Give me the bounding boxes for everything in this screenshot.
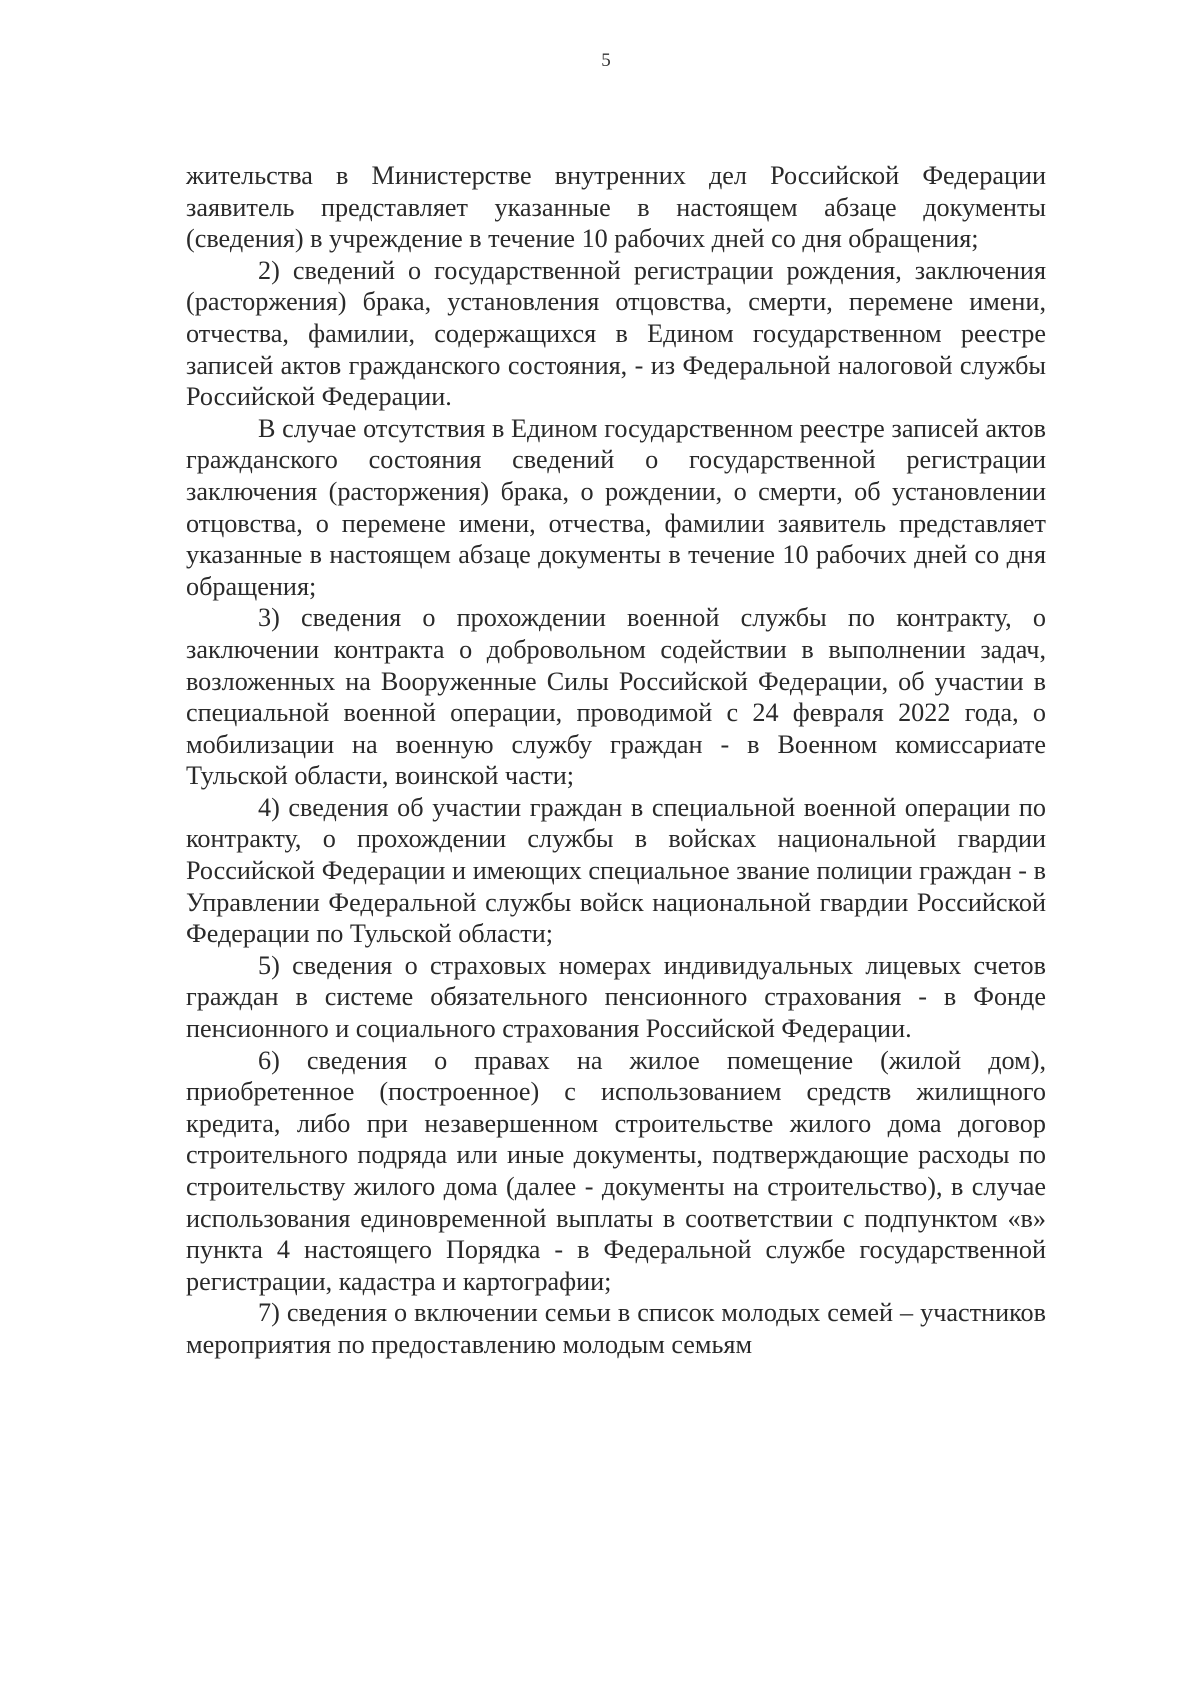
paragraph-continuation: жительства в Министерстве внутренних дел Российской Федерации заявитель представляет указанные в настоящем абзаце документы (сведения) в учреждение в течение 10 рабочих дней со дня обращения; — [186, 161, 1046, 254]
paragraph-item-5: 5) сведения о страховых номерах индивидуальных лицевых счетов граждан в системе обязательного пенсионного страхования - в Фонде пенсионного и социального страхования Российской Федерации. — [186, 950, 1046, 1044]
paragraph-item-7: 7) сведения о включении семьи в список молодых семей – участников мероприятия по предоставлению молодым семьям — [186, 1298, 1046, 1359]
page-number: 5 — [601, 50, 611, 71]
paragraph-item-3: 3) сведения о прохождении военной службы по контракту, о заключении контракта о добровольном содействии в выполнении задач, возложенных на Вооруженные Силы Российской Федерации, об участии в специальной военной операции, проводимой с 24 февраля 2022 года, о мобилизации на военную службу граждан - в Военном комиссариате Тульской области, воинской части; — [186, 603, 1046, 791]
document-body — [186, 160, 1046, 1361]
paragraph-item-4: 4) сведения об участии граждан в специальной военной операции по контракту, о прохождении службы в войсках национальной гвардии Российской Федерации и имеющих специальное звание полиции граждан - в Управлении Федеральной службы войск национальной гвардии Российской Федерации по Тульской области; — [186, 792, 1046, 949]
paragraph-item-2: 2) сведений о государственной регистрации рождения, заключения (расторжения) брака, установления отцовства, смерти, перемене имени, отчества, фамилии, содержащихся в Едином государственном реестре записей актов гражданского состояния, - из Федеральной налоговой службы Российской Федерации. — [186, 255, 1046, 412]
paragraph-item-6: 6) сведения о правах на жилое помещение (жилой дом), приобретенное (построенное) с использованием средств жилищного кредита, либо при незавершенном строительстве жилого дома договор строительного подряда или иные документы, подтверждающие расходы по строительству жилого дома (далее - документы на строительство), в случае использования единовременной выплаты в соответствии с подпунктом «в» пункта 4 настоящего Порядка - в Федеральной службе государственной регистрации, кадастра и картографии; — [186, 1045, 1046, 1296]
paragraph-absence-case: В случае отсутствия в Едином государственном реестре записей актов гражданского состояния сведений о государственной регистрации заключения (расторжения) брака, о рождении, о смерти, об установлении отцовства, о перемене имени, отчества, фамилии заявитель представляет указанные в настоящем абзаце документы в течение 10 рабочих дней со дня обращения; — [186, 413, 1046, 601]
